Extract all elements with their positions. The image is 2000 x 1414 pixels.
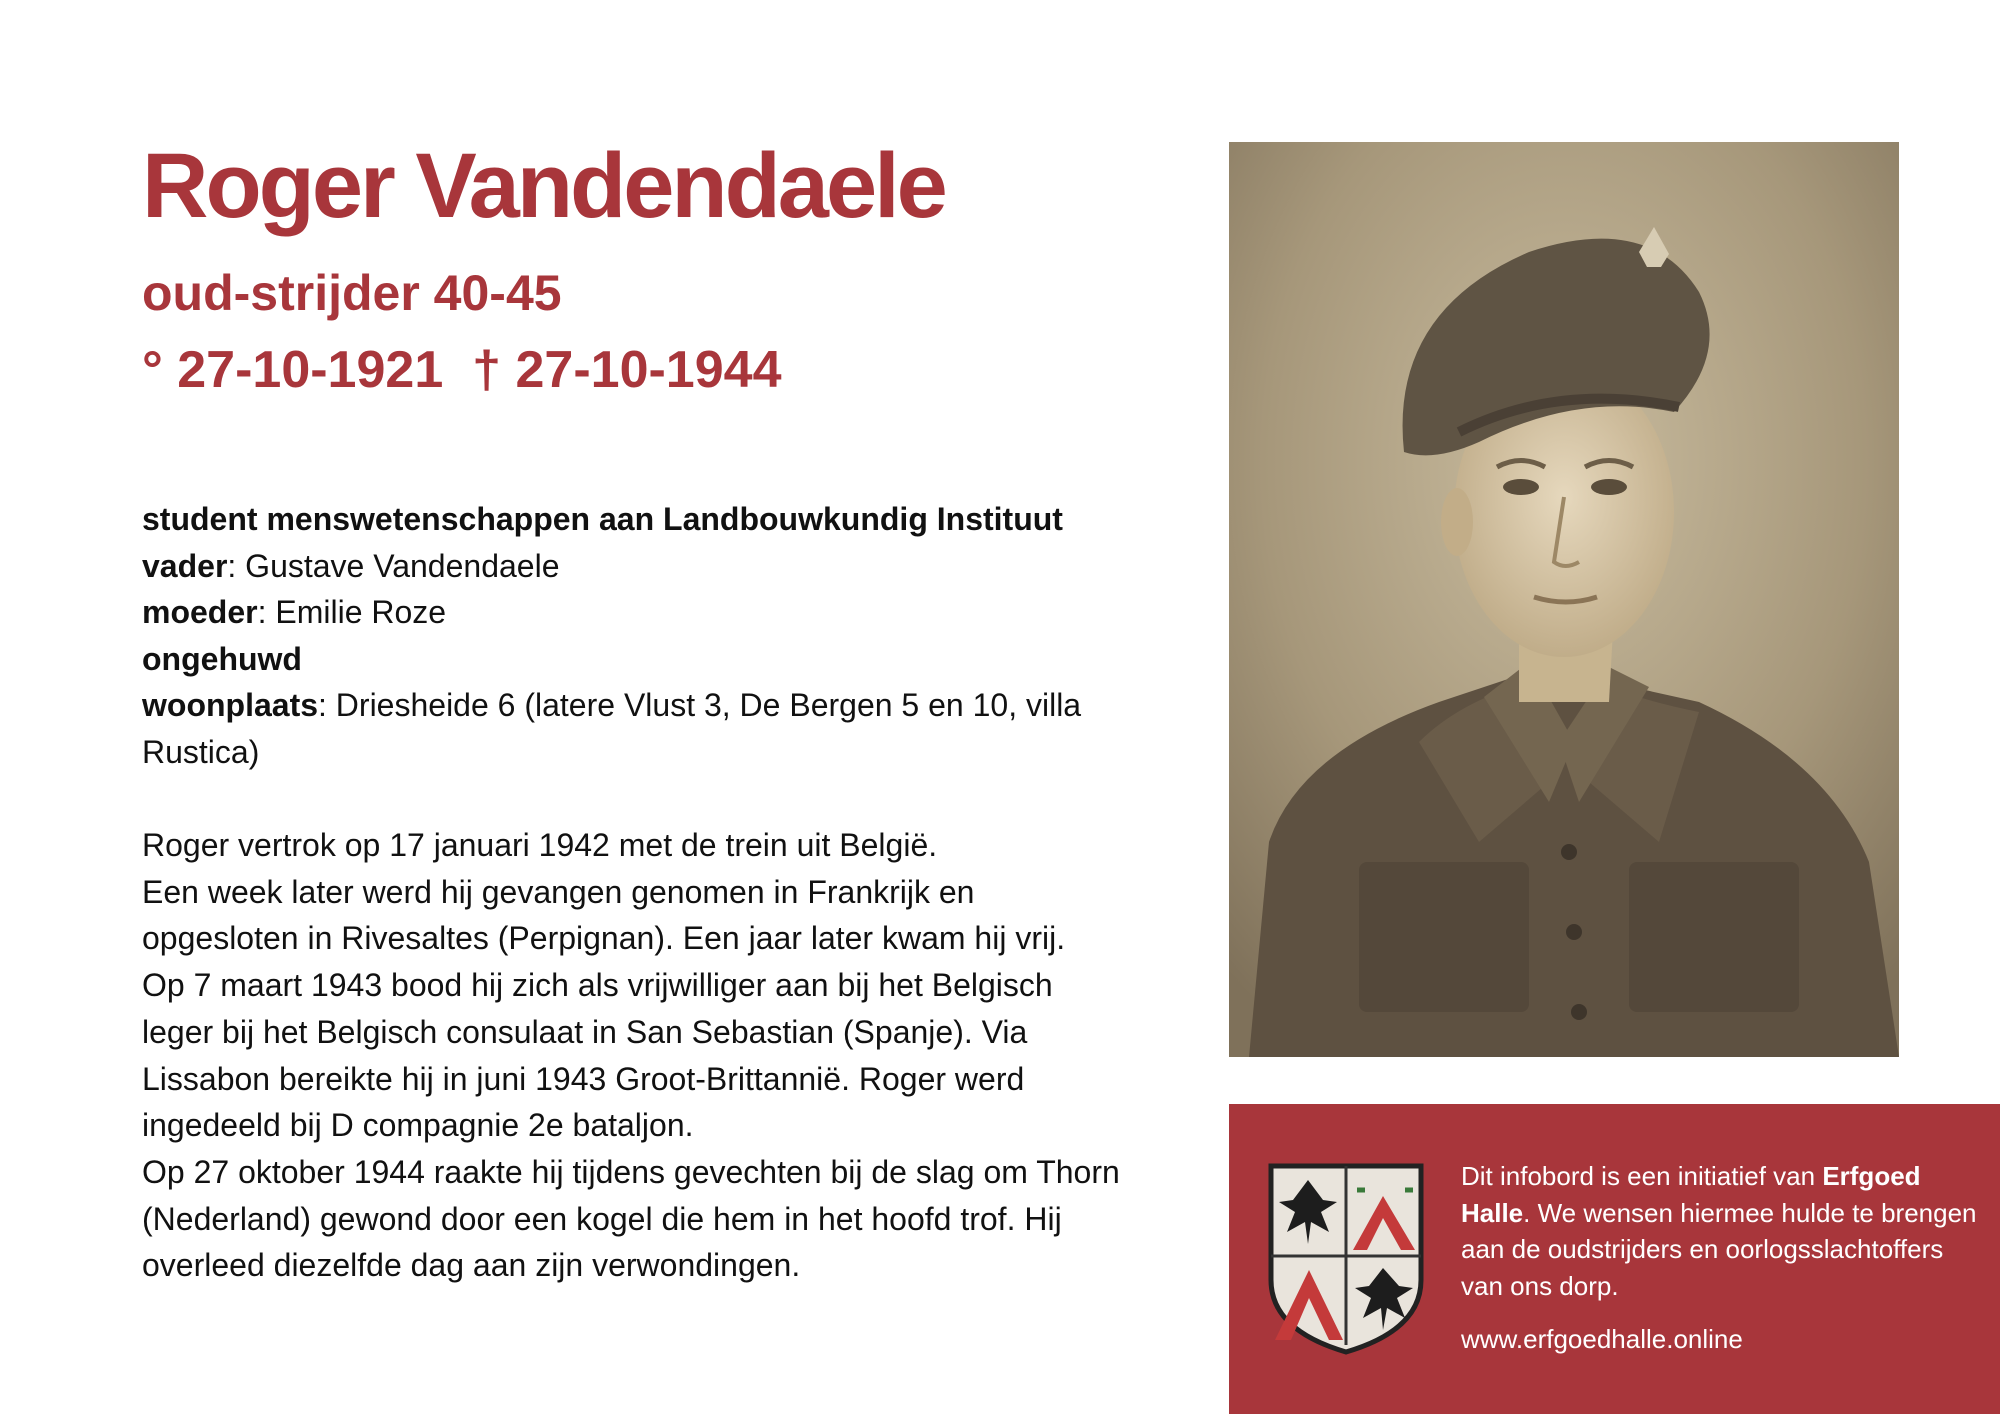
residence-label: woonplaats	[142, 687, 319, 723]
marital-status: ongehuwd	[142, 640, 302, 677]
info-text-intro: Dit infobord is een initiatief van	[1461, 1161, 1823, 1191]
info-panel	[1229, 1104, 2000, 1414]
person-role: oud-strijder 40-45	[142, 265, 562, 321]
info-panel-text	[1461, 1158, 1981, 1304]
mother-label: moeder	[142, 594, 258, 630]
portrait-illustration	[1229, 142, 1899, 1057]
website-link[interactable]: www.erfgoedhalle.online	[1461, 1324, 1743, 1354]
mother-value: : Emilie Roze	[257, 594, 447, 630]
father-label: vader	[142, 547, 228, 584]
info-text-tribute: . We wensen hiermee hulde te brengen aan de oudstrijders en oorlogsslachtoffers van ons dorp.	[1461, 1197, 1977, 1301]
coat-of-arms-icon	[1265, 1160, 1427, 1356]
portrait-photo	[1229, 142, 1899, 1057]
occupation: student menswetenschappen aan Landbouwkundig Instituut	[142, 501, 1063, 537]
residence-value: : Driesheide 6 (latere Vlust 3, De Bergen 5 en 10, villa Rustica)	[142, 687, 1082, 770]
org-name: Erfgoed Halle	[1461, 1161, 1921, 1228]
biography	[142, 822, 1122, 1289]
person-name: Roger Vandendaele	[142, 135, 945, 237]
story-paragraph: Op 7 maart 1943 bood hij zich als vrijwilliger aan bij het Belgisch leger bij het Belgisch consulaat in San Sebastian (Spanje). Via Lissabon bereikte hij in juni 1943 Groot-Brittannië. Roger werd ingedeeld bij D compagnie 2e bataljon.	[142, 967, 1053, 1144]
father-value: : Gustave Vandendaele	[227, 547, 560, 584]
personal-facts	[142, 496, 1122, 775]
life-dates: ° 27-10-1921 † 27-10-1944	[142, 341, 782, 399]
story-paragraph: Op 27 oktober 1944 raakte hij tijdens gevechten bij de slag om Thorn (Nederland) gewond door een kogel die hem in het hoofd trof. Hij overleed diezelfde dag aan zijn verwondingen.	[142, 1153, 1120, 1284]
story-paragraph: Een week later werd hij gevangen genomen in Frankrijk en opgesloten in Rivesaltes (Perpignan). Een jaar later kwam hij vrij.	[142, 873, 1066, 957]
story-paragraph: Roger vertrok op 17 januari 1942 met de trein uit België.	[142, 827, 938, 863]
